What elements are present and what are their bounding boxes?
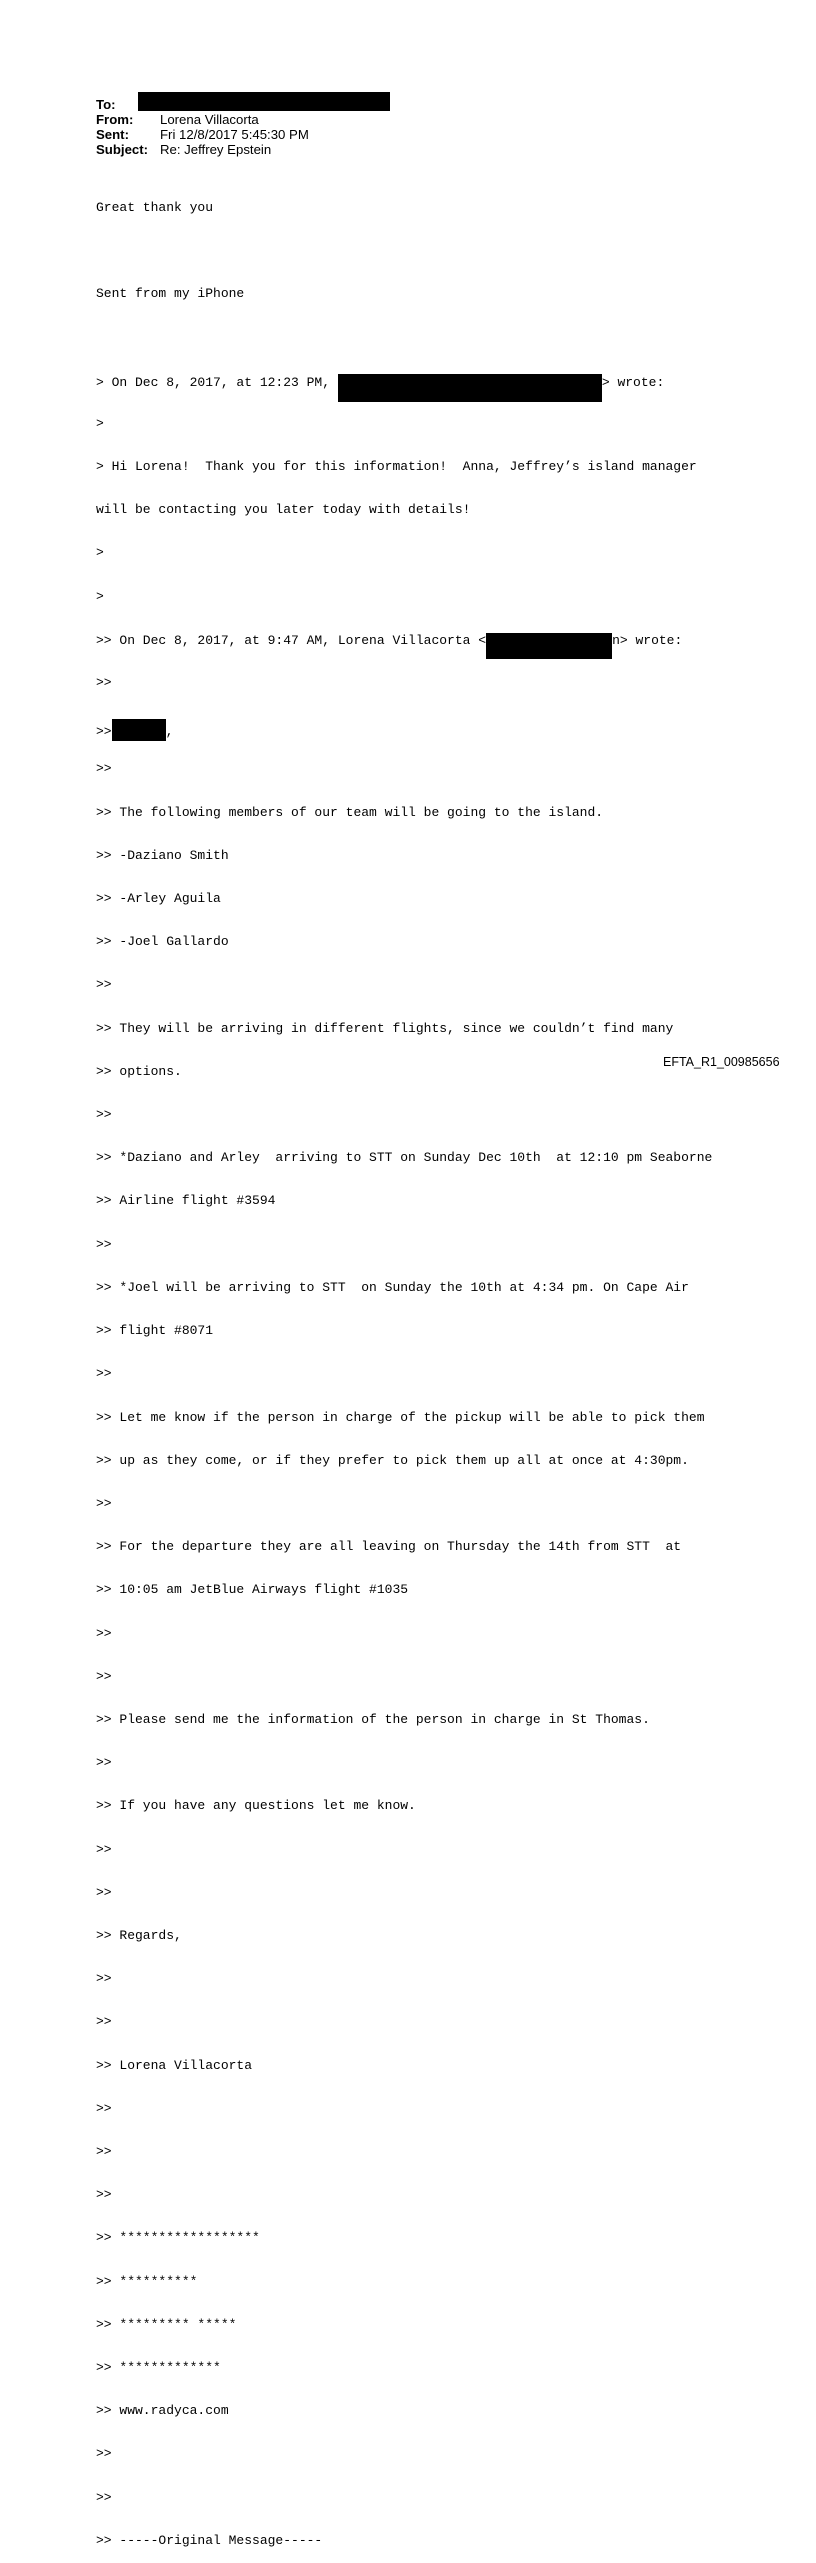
email-header bbox=[96, 97, 390, 157]
quote-line: >> ********** bbox=[96, 2273, 198, 2289]
quote-line: >> For the departure they are all leaving on Thursday the 14th from STT at bbox=[96, 1539, 682, 1555]
quote-line: >> bbox=[96, 1625, 112, 1641]
quote-line: >> flight #8071 bbox=[96, 1323, 214, 1339]
redaction-lorena-email bbox=[486, 633, 612, 659]
quote-line: >> bbox=[96, 1366, 112, 1382]
quote-line: >> -Arley Aguila bbox=[96, 891, 221, 907]
quote-line: >> bbox=[96, 1841, 112, 1857]
quote-line: will be contacting you later today with details! bbox=[96, 502, 471, 518]
from-value: Lorena Villacorta bbox=[160, 112, 259, 127]
to-label: To: bbox=[96, 97, 116, 112]
quote-line: >> bbox=[96, 761, 112, 777]
quote-line: > bbox=[96, 415, 104, 431]
quote-text: > wrote: bbox=[601, 374, 665, 390]
quote-line: >> bbox=[96, 2489, 112, 2505]
subject-row bbox=[96, 142, 390, 157]
quote-line: >> *Daziano and Arley arriving to STT on Sunday Dec 10th at 12:10 pm Seaborne bbox=[96, 1150, 713, 1166]
quote-line: >> bbox=[96, 1107, 112, 1123]
from-row bbox=[96, 112, 390, 127]
from-label: From: bbox=[96, 112, 134, 127]
quote-line: >> up as they come, or if they prefer to pick them up all at once at 4:30pm. bbox=[96, 1452, 689, 1468]
redaction-sender-email bbox=[338, 374, 602, 402]
subject-value: Re: Jeffrey Epstein bbox=[160, 142, 272, 157]
subject-label: Subject: bbox=[96, 142, 149, 157]
sent-row bbox=[96, 127, 390, 142]
email-body bbox=[96, 172, 712, 2563]
quote-line: >> bbox=[96, 675, 112, 691]
quote-line: > Hi Lorena! Thank you for this information! Anna, Jeffrey’s island manager bbox=[96, 459, 697, 475]
quote-line: >> Lorena Villacorta bbox=[96, 2057, 253, 2073]
quote-line: >> bbox=[96, 1236, 112, 1252]
quote-line: >> bbox=[96, 2143, 112, 2159]
quote-line: >> bbox=[96, 2187, 112, 2203]
quote-text: , bbox=[165, 724, 174, 740]
quote-line: >> The following members of our team will be going to the island. bbox=[96, 804, 604, 820]
quote-line: >> ****************** bbox=[96, 2230, 260, 2246]
quote-line: >> www.radyca.com bbox=[96, 2403, 229, 2419]
quote-line: >> If you have any questions let me know. bbox=[96, 1798, 416, 1814]
quote-line: >> -Daziano Smith bbox=[96, 847, 229, 863]
quote-line: >> They will be arriving in different flights, since we couldn’t find many bbox=[96, 1020, 674, 1036]
quote-line bbox=[96, 719, 712, 740]
quote-line: >> bbox=[96, 977, 112, 993]
quote-text: >> bbox=[96, 724, 112, 740]
quote-line: >> bbox=[96, 1755, 112, 1771]
quote-line bbox=[96, 374, 712, 388]
quote-line: >> bbox=[96, 2446, 112, 2462]
body-line: Sent from my iPhone bbox=[96, 286, 245, 302]
document-id: EFTA_R1_00985656 bbox=[663, 1055, 780, 1069]
body-line: Great thank you bbox=[96, 199, 214, 215]
quote-line: >> bbox=[96, 1971, 112, 1987]
quote-line: >> bbox=[96, 1884, 112, 1900]
quote-text: > On Dec 8, 2017, at 12:23 PM, bbox=[96, 374, 338, 390]
quote-line: >> bbox=[96, 1495, 112, 1511]
quote-line: >> Please send me the information of the person in charge in St Thomas. bbox=[96, 1711, 650, 1727]
quote-line: >> 10:05 am JetBlue Airways flight #1035 bbox=[96, 1582, 409, 1598]
sent-value: Fri 12/8/2017 5:45:30 PM bbox=[160, 127, 309, 142]
quote-line: >> -----Original Message----- bbox=[96, 2532, 323, 2548]
quote-line: > bbox=[96, 545, 104, 561]
quote-text: n> wrote: bbox=[612, 632, 683, 648]
quote-line: >> Airline flight #3594 bbox=[96, 1193, 276, 1209]
quote-text: >> On Dec 8, 2017, at 9:47 AM, Lorena Villacorta < bbox=[96, 632, 487, 648]
quote-line: >> bbox=[96, 2100, 112, 2116]
to-row bbox=[96, 97, 390, 112]
redaction-to bbox=[138, 92, 390, 111]
quote-line: >> options. bbox=[96, 1063, 182, 1079]
quote-line: >> bbox=[96, 1668, 112, 1684]
quote-line: >> ************* bbox=[96, 2359, 221, 2375]
quote-line: >> Let me know if the person in charge of the pickup will be able to pick them bbox=[96, 1409, 705, 1425]
quote-line: > bbox=[96, 588, 104, 604]
redaction-greeting-name bbox=[112, 719, 166, 741]
quote-line: >> bbox=[96, 2014, 112, 2030]
quote-line: >> *Joel will be arriving to STT on Sunday the 10th at 4:34 pm. On Cape Air bbox=[96, 1279, 689, 1295]
sent-label: Sent: bbox=[96, 127, 129, 142]
quote-line: >> ********* ***** bbox=[96, 2316, 237, 2332]
quote-line: >> -Joel Gallardo bbox=[96, 934, 229, 950]
quote-line: >> Regards, bbox=[96, 1927, 182, 1943]
quote-line bbox=[96, 633, 712, 647]
